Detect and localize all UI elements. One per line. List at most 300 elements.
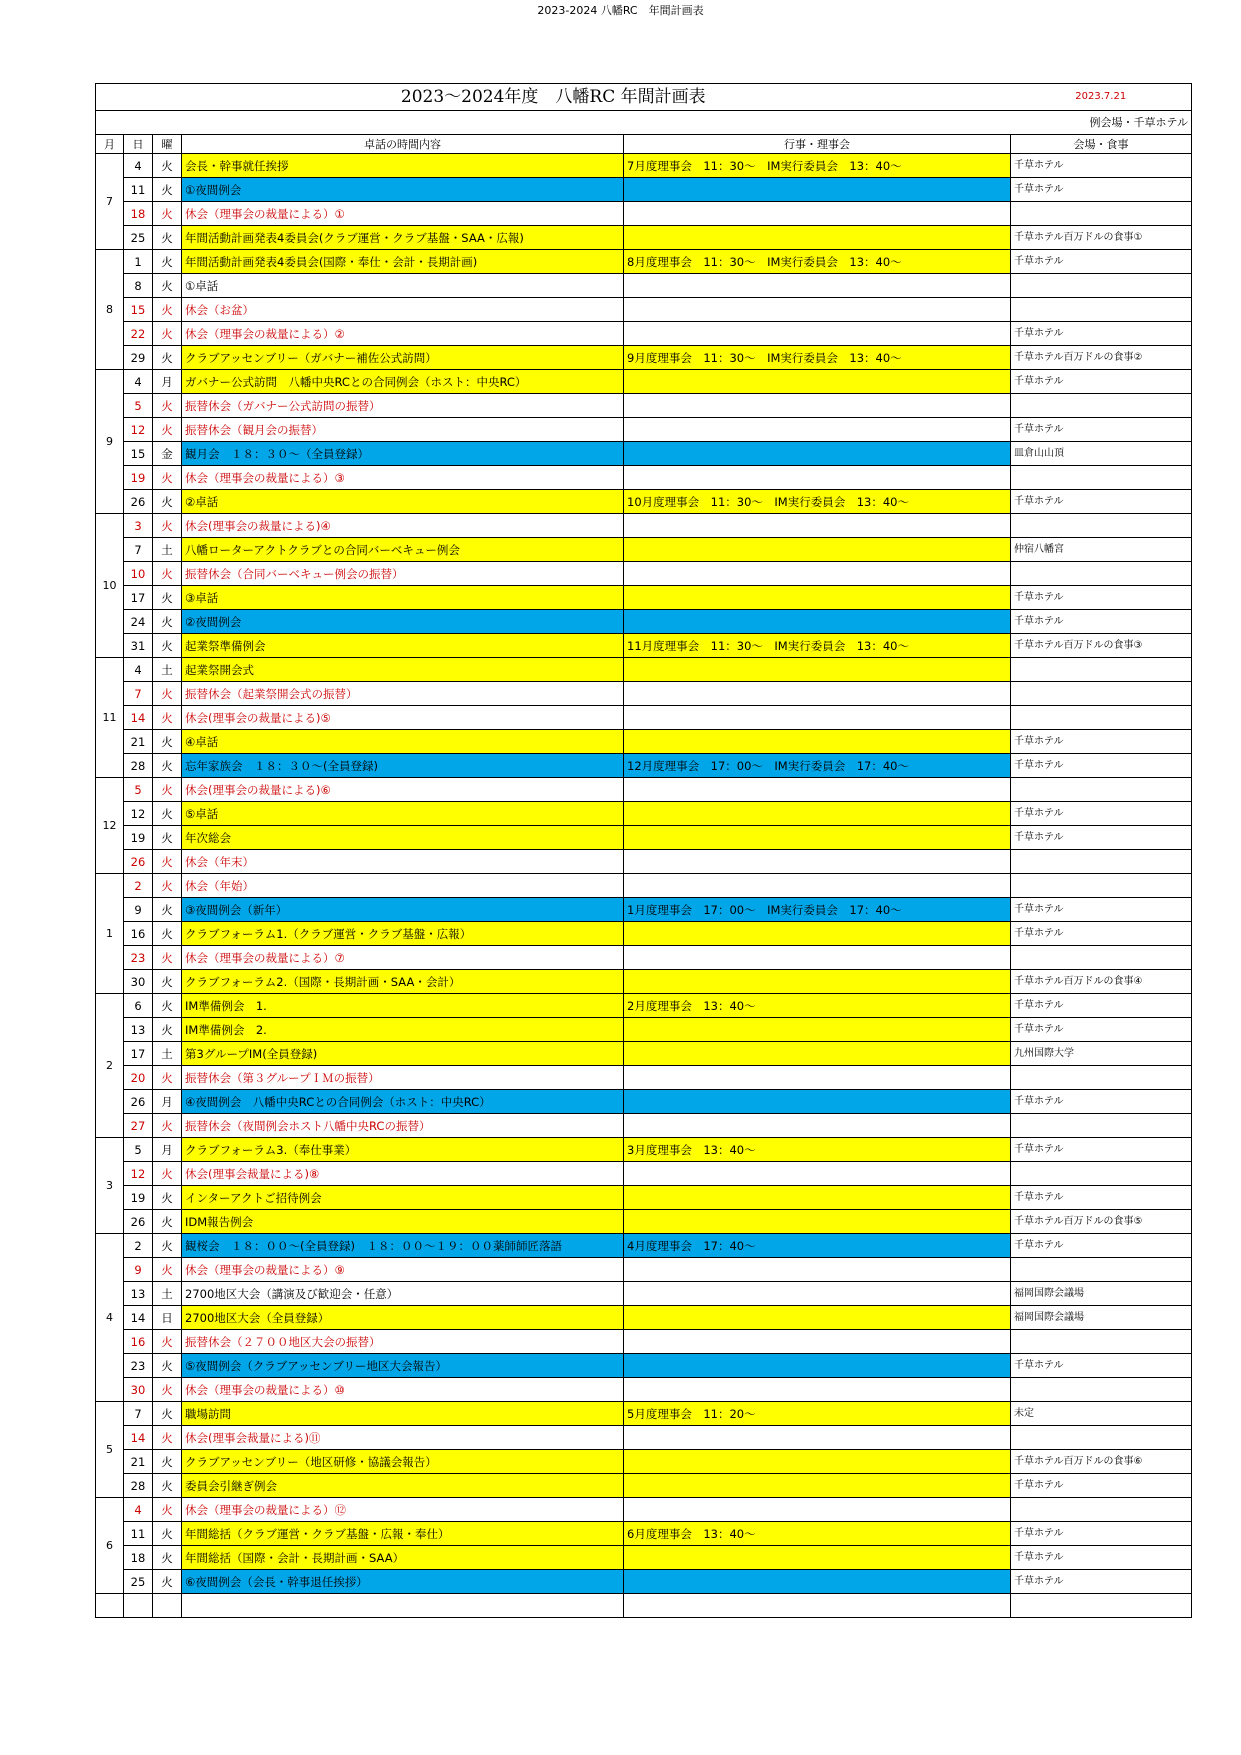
- table-row: [96, 754, 1192, 778]
- day-cell: 26: [124, 850, 153, 874]
- topic-cell: 休会(理事会裁量による)⑧: [182, 1162, 624, 1186]
- event-cell: 3月度理事会 13：40～: [624, 1138, 1011, 1162]
- event-cell: 1月度理事会 17：00～ IM実行委員会 17：40～: [624, 898, 1011, 922]
- weekday-cell: 火: [153, 922, 182, 946]
- table-row: [96, 1066, 1192, 1090]
- topic-cell: ①卓話: [182, 274, 624, 298]
- event-cell: [624, 1426, 1011, 1450]
- venue-cell: 千草ホテル: [1011, 370, 1192, 394]
- weekday-cell: 火: [153, 1570, 182, 1594]
- venue-cell: 千草ホテル百万ドルの食事②: [1011, 346, 1192, 370]
- topic-cell: 年間活動計画発表4委員会(クラブ運営・クラブ基盤・SAA・広報): [182, 226, 624, 250]
- weekday-cell: 火: [153, 802, 182, 826]
- topic-cell: 休会（理事会の裁量による）⑨: [182, 1258, 624, 1282]
- weekday-cell: 火: [153, 1522, 182, 1546]
- weekday-cell: 火: [153, 154, 182, 178]
- event-cell: [624, 1546, 1011, 1570]
- venue-cell: [1011, 682, 1192, 706]
- day-cell: 25: [124, 226, 153, 250]
- venue-cell: 千草ホテル: [1011, 898, 1192, 922]
- weekday-cell: 火: [153, 970, 182, 994]
- event-cell: [624, 1210, 1011, 1234]
- table-row: [96, 898, 1192, 922]
- event-cell: [624, 850, 1011, 874]
- weekday-cell: 火: [153, 202, 182, 226]
- event-cell: 10月度理事会 11：30～ IM実行委員会 13：40～: [624, 490, 1011, 514]
- table-row: [96, 418, 1192, 442]
- month-cell: 11: [96, 658, 124, 778]
- topic-cell: 観桜会 １８：００～(全員登録) １８：００～１９：００薬師師匠落語: [182, 1234, 624, 1258]
- topic-cell: 八幡ローターアクトクラブとの合同バーベキュー例会: [182, 538, 624, 562]
- weekday-cell: 火: [153, 1546, 182, 1570]
- weekday-cell: 火: [153, 1450, 182, 1474]
- weekday-cell: 火: [153, 226, 182, 250]
- day-cell: 4: [124, 658, 153, 682]
- weekday-cell: 月: [153, 1138, 182, 1162]
- table-row: [96, 802, 1192, 826]
- event-cell: [624, 466, 1011, 490]
- day-cell: 12: [124, 802, 153, 826]
- event-cell: [624, 706, 1011, 730]
- document-date: 2023.7.21: [1011, 84, 1192, 111]
- event-cell: 4月度理事会 17：40～: [624, 1234, 1011, 1258]
- day-cell: 19: [124, 466, 153, 490]
- venue-cell: 千草ホテル: [1011, 1474, 1192, 1498]
- topic-cell: 振替休会（第３グループＩＭの振替）: [182, 1066, 624, 1090]
- venue-note-row: [96, 111, 1192, 135]
- day-cell: 28: [124, 754, 153, 778]
- table-row: [96, 1162, 1192, 1186]
- table-row: [96, 274, 1192, 298]
- weekday-cell: 火: [153, 898, 182, 922]
- topic-cell: 休会（理事会の裁量による）①: [182, 202, 624, 226]
- topic-cell: 観月会 １８：３０～（全員登録）: [182, 442, 624, 466]
- table-row: [96, 1426, 1192, 1450]
- day-cell: 13: [124, 1282, 153, 1306]
- venue-cell: [1011, 394, 1192, 418]
- event-cell: [624, 586, 1011, 610]
- table-row: [96, 1234, 1192, 1258]
- event-cell: [624, 826, 1011, 850]
- topic-cell: 休会（理事会の裁量による）⑩: [182, 1378, 624, 1402]
- topic-cell: 2700地区大会（講演及び歓迎会・任意）: [182, 1282, 624, 1306]
- venue-cell: 千草ホテル: [1011, 802, 1192, 826]
- weekday-cell: 火: [153, 562, 182, 586]
- weekday-cell: 火: [153, 274, 182, 298]
- topic-cell: 振替休会（観月会の振替）: [182, 418, 624, 442]
- weekday-cell: 金: [153, 442, 182, 466]
- event-cell: [624, 1018, 1011, 1042]
- weekday-cell: 火: [153, 634, 182, 658]
- event-cell: 5月度理事会 11：20～: [624, 1402, 1011, 1426]
- table-row: [96, 706, 1192, 730]
- event-cell: [624, 322, 1011, 346]
- empty-cell: [182, 1594, 624, 1618]
- table-row: [96, 946, 1192, 970]
- day-cell: 27: [124, 1114, 153, 1138]
- table-row: [96, 1186, 1192, 1210]
- venue-cell: [1011, 946, 1192, 970]
- venue-cell: 千草ホテル: [1011, 1186, 1192, 1210]
- event-cell: [624, 1354, 1011, 1378]
- venue-cell: 九州国際大学: [1011, 1042, 1192, 1066]
- day-cell: 15: [124, 298, 153, 322]
- topic-cell: インターアクトご招待例会: [182, 1186, 624, 1210]
- venue-cell: [1011, 1258, 1192, 1282]
- event-cell: [624, 658, 1011, 682]
- venue-cell: 千草ホテル百万ドルの食事⑤: [1011, 1210, 1192, 1234]
- event-cell: [624, 682, 1011, 706]
- table-row: [96, 826, 1192, 850]
- event-cell: [624, 1282, 1011, 1306]
- day-cell: 12: [124, 418, 153, 442]
- event-cell: 7月度理事会 11：30～ IM実行委員会 13：40～: [624, 154, 1011, 178]
- empty-cell: [124, 1594, 153, 1618]
- weekday-cell: 火: [153, 994, 182, 1018]
- weekday-cell: 火: [153, 1330, 182, 1354]
- weekday-cell: 火: [153, 1162, 182, 1186]
- weekday-cell: 火: [153, 466, 182, 490]
- table-row: [96, 562, 1192, 586]
- table-row: [96, 1522, 1192, 1546]
- venue-cell: [1011, 1426, 1192, 1450]
- day-cell: 2: [124, 874, 153, 898]
- event-cell: [624, 1306, 1011, 1330]
- venue-cell: [1011, 1162, 1192, 1186]
- venue-cell: 千草ホテル: [1011, 1090, 1192, 1114]
- topic-cell: 振替休会（合同バーベキュー例会の振替）: [182, 562, 624, 586]
- weekday-cell: 火: [153, 1114, 182, 1138]
- venue-cell: 千草ホテル: [1011, 1018, 1192, 1042]
- day-cell: 21: [124, 1450, 153, 1474]
- venue-cell: [1011, 778, 1192, 802]
- event-cell: [624, 778, 1011, 802]
- table-row: [96, 874, 1192, 898]
- day-cell: 14: [124, 1306, 153, 1330]
- venue-cell: 千草ホテル百万ドルの食事①: [1011, 226, 1192, 250]
- venue-cell: 千草ホテル: [1011, 730, 1192, 754]
- day-cell: 29: [124, 346, 153, 370]
- topic-cell: 委員会引継ぎ例会: [182, 1474, 624, 1498]
- venue-cell: 千草ホテル: [1011, 1234, 1192, 1258]
- month-cell: 2: [96, 994, 124, 1138]
- day-cell: 21: [124, 730, 153, 754]
- topic-cell: 休会（年末）: [182, 850, 624, 874]
- event-cell: 12月度理事会 17：00～ IM実行委員会 17：40～: [624, 754, 1011, 778]
- day-cell: 19: [124, 826, 153, 850]
- table-row: [96, 322, 1192, 346]
- event-cell: [624, 226, 1011, 250]
- header-topic: 卓話の時間内容: [182, 135, 624, 154]
- event-cell: [624, 442, 1011, 466]
- event-cell: [624, 1114, 1011, 1138]
- venue-cell: [1011, 658, 1192, 682]
- venue-cell: 千草ホテル百万ドルの食事⑥: [1011, 1450, 1192, 1474]
- day-cell: 23: [124, 1354, 153, 1378]
- table-row: [96, 370, 1192, 394]
- weekday-cell: 火: [153, 1498, 182, 1522]
- topic-cell: クラブフォーラム3.（奉仕事業）: [182, 1138, 624, 1162]
- table-row: [96, 1210, 1192, 1234]
- day-cell: 11: [124, 178, 153, 202]
- weekday-cell: 火: [153, 778, 182, 802]
- weekday-cell: 火: [153, 826, 182, 850]
- topic-cell: 年間活動計画発表4委員会(国際・奉仕・会計・長期計画): [182, 250, 624, 274]
- table-row: [96, 850, 1192, 874]
- day-cell: 7: [124, 1402, 153, 1426]
- venue-cell: 千草ホテル: [1011, 994, 1192, 1018]
- venue-cell: 千草ホテル: [1011, 922, 1192, 946]
- table-row: [96, 490, 1192, 514]
- weekday-cell: 火: [153, 1474, 182, 1498]
- venue-cell: [1011, 1498, 1192, 1522]
- weekday-cell: 火: [153, 1426, 182, 1450]
- day-cell: 6: [124, 994, 153, 1018]
- weekday-cell: 火: [153, 946, 182, 970]
- table-row: [96, 970, 1192, 994]
- topic-cell: IM準備例会 2.: [182, 1018, 624, 1042]
- topic-cell: 振替休会（２７００地区大会の振替）: [182, 1330, 624, 1354]
- event-cell: [624, 274, 1011, 298]
- table-row: [96, 1474, 1192, 1498]
- day-cell: 14: [124, 706, 153, 730]
- topic-cell: 休会（理事会の裁量による）⑫: [182, 1498, 624, 1522]
- empty-cell: [96, 1594, 124, 1618]
- venue-cell: 皿倉山山頂: [1011, 442, 1192, 466]
- day-cell: 16: [124, 922, 153, 946]
- day-cell: 22: [124, 322, 153, 346]
- weekday-cell: 火: [153, 514, 182, 538]
- weekday-cell: 月: [153, 370, 182, 394]
- venue-note: 例会場・千草ホテル: [96, 111, 1192, 135]
- weekday-cell: 火: [153, 706, 182, 730]
- day-cell: 11: [124, 1522, 153, 1546]
- venue-cell: 千草ホテル: [1011, 418, 1192, 442]
- month-cell: 7: [96, 154, 124, 250]
- topic-cell: 休会(理事会の裁量による)④: [182, 514, 624, 538]
- table-row: [96, 1402, 1192, 1426]
- table-row: [96, 1450, 1192, 1474]
- venue-cell: 未定: [1011, 1402, 1192, 1426]
- topic-cell: ③卓話: [182, 586, 624, 610]
- event-cell: [624, 1330, 1011, 1354]
- weekday-cell: 火: [153, 1018, 182, 1042]
- page-header: 2023-2024 八幡RC 年間計画表: [537, 4, 704, 17]
- topic-cell: 振替休会（夜間例会ホスト八幡中央RCの振替）: [182, 1114, 624, 1138]
- venue-cell: [1011, 298, 1192, 322]
- event-cell: [624, 1378, 1011, 1402]
- table-row: [96, 922, 1192, 946]
- weekday-cell: 火: [153, 1210, 182, 1234]
- topic-cell: 休会（年始）: [182, 874, 624, 898]
- topic-cell: クラブアッセンブリー（ガバナー補佐公式訪問）: [182, 346, 624, 370]
- month-cell: 10: [96, 514, 124, 658]
- venue-cell: 千草ホテル: [1011, 586, 1192, 610]
- topic-cell: クラブフォーラム1.（クラブ運営・クラブ基盤・広報）: [182, 922, 624, 946]
- table-row: [96, 778, 1192, 802]
- venue-cell: [1011, 1378, 1192, 1402]
- table-row: [96, 202, 1192, 226]
- empty-cell: [624, 1594, 1011, 1618]
- table-row: [96, 1354, 1192, 1378]
- event-cell: [624, 538, 1011, 562]
- day-cell: 17: [124, 1042, 153, 1066]
- topic-cell: 休会（理事会の裁量による）③: [182, 466, 624, 490]
- topic-cell: 忘年家族会 １８：３０～(全員登録): [182, 754, 624, 778]
- weekday-cell: 土: [153, 1282, 182, 1306]
- topic-cell: 年次総会: [182, 826, 624, 850]
- venue-cell: [1011, 1066, 1192, 1090]
- topic-cell: ⑤夜間例会（クラブアッセンブリー地区大会報告）: [182, 1354, 624, 1378]
- empty-cell: [153, 1594, 182, 1618]
- event-cell: [624, 970, 1011, 994]
- table-row: [96, 442, 1192, 466]
- weekday-cell: 火: [153, 322, 182, 346]
- day-cell: 8: [124, 274, 153, 298]
- weekday-cell: 土: [153, 1042, 182, 1066]
- venue-cell: 千草ホテル: [1011, 178, 1192, 202]
- venue-cell: [1011, 202, 1192, 226]
- month-cell: 9: [96, 370, 124, 514]
- empty-cell: [1011, 1594, 1192, 1618]
- venue-cell: 福岡国際会議場: [1011, 1306, 1192, 1330]
- day-cell: 18: [124, 202, 153, 226]
- weekday-cell: 火: [153, 874, 182, 898]
- venue-cell: [1011, 466, 1192, 490]
- venue-cell: [1011, 874, 1192, 898]
- weekday-cell: 火: [153, 610, 182, 634]
- weekday-cell: 火: [153, 178, 182, 202]
- event-cell: [624, 922, 1011, 946]
- day-cell: 13: [124, 1018, 153, 1042]
- month-cell: 3: [96, 1138, 124, 1234]
- table-row: [96, 1042, 1192, 1066]
- venue-cell: [1011, 1330, 1192, 1354]
- weekday-cell: 火: [153, 682, 182, 706]
- venue-cell: 千草ホテル: [1011, 610, 1192, 634]
- topic-cell: ⑤卓話: [182, 802, 624, 826]
- event-cell: [624, 1474, 1011, 1498]
- day-cell: 24: [124, 610, 153, 634]
- event-cell: [624, 1498, 1011, 1522]
- weekday-cell: 火: [153, 298, 182, 322]
- event-cell: [624, 298, 1011, 322]
- topic-cell: 休会（理事会の裁量による）②: [182, 322, 624, 346]
- topic-cell: ②卓話: [182, 490, 624, 514]
- document-title: 2023～2024年度 八幡RC 年間計画表: [96, 84, 1011, 111]
- table-row: [96, 514, 1192, 538]
- day-cell: 19: [124, 1186, 153, 1210]
- table-row: [96, 658, 1192, 682]
- weekday-cell: 火: [153, 346, 182, 370]
- table-row: [96, 730, 1192, 754]
- event-cell: [624, 1258, 1011, 1282]
- empty-row: [96, 1594, 1192, 1618]
- topic-cell: 起業祭開会式: [182, 658, 624, 682]
- weekday-cell: 火: [153, 1354, 182, 1378]
- table-row: [96, 250, 1192, 274]
- weekday-cell: 火: [153, 490, 182, 514]
- day-cell: 4: [124, 1498, 153, 1522]
- venue-cell: 福岡国際会議場: [1011, 1282, 1192, 1306]
- topic-cell: IM準備例会 1.: [182, 994, 624, 1018]
- venue-cell: 千草ホテル: [1011, 826, 1192, 850]
- header-month: 月: [96, 135, 124, 154]
- event-cell: [624, 370, 1011, 394]
- table-row: [96, 1114, 1192, 1138]
- venue-cell: [1011, 562, 1192, 586]
- event-cell: [624, 514, 1011, 538]
- event-cell: [624, 946, 1011, 970]
- table-row: [96, 586, 1192, 610]
- day-cell: 4: [124, 154, 153, 178]
- event-cell: [624, 202, 1011, 226]
- topic-cell: ③夜間例会（新年）: [182, 898, 624, 922]
- day-cell: 30: [124, 970, 153, 994]
- table-row: [96, 538, 1192, 562]
- weekday-cell: 火: [153, 418, 182, 442]
- table-row: [96, 634, 1192, 658]
- event-cell: [624, 1186, 1011, 1210]
- table-row: [96, 1018, 1192, 1042]
- topic-cell: 年間総括（クラブ運営・クラブ基盤・広報・奉仕）: [182, 1522, 624, 1546]
- topic-cell: 振替休会（起業祭開会式の振替）: [182, 682, 624, 706]
- event-cell: [624, 610, 1011, 634]
- header-row: [96, 135, 1192, 154]
- venue-cell: 千草ホテル百万ドルの食事③: [1011, 634, 1192, 658]
- table-row: [96, 226, 1192, 250]
- weekday-cell: 火: [153, 394, 182, 418]
- venue-cell: 千草ホテル: [1011, 250, 1192, 274]
- weekday-cell: 月: [153, 1090, 182, 1114]
- table-row: [96, 1090, 1192, 1114]
- event-cell: [624, 1570, 1011, 1594]
- weekday-cell: 火: [153, 250, 182, 274]
- table-row: [96, 394, 1192, 418]
- event-cell: [624, 1450, 1011, 1474]
- topic-cell: 休会(理事会裁量による)⑪: [182, 1426, 624, 1450]
- day-cell: 15: [124, 442, 153, 466]
- venue-cell: 千草ホテル: [1011, 1546, 1192, 1570]
- event-cell: 2月度理事会 13：40～: [624, 994, 1011, 1018]
- table-row: [96, 1306, 1192, 1330]
- table-row: [96, 154, 1192, 178]
- header-dow: 曜: [153, 135, 182, 154]
- venue-cell: [1011, 850, 1192, 874]
- day-cell: 25: [124, 1570, 153, 1594]
- venue-cell: 千草ホテル: [1011, 322, 1192, 346]
- event-cell: [624, 178, 1011, 202]
- venue-cell: 千草ホテル: [1011, 1354, 1192, 1378]
- day-cell: 9: [124, 1258, 153, 1282]
- topic-cell: 会長・幹事就任挨拶: [182, 154, 624, 178]
- venue-cell: 千草ホテル: [1011, 1522, 1192, 1546]
- topic-cell: ④卓話: [182, 730, 624, 754]
- day-cell: 1: [124, 250, 153, 274]
- day-cell: 26: [124, 1210, 153, 1234]
- weekday-cell: 火: [153, 1186, 182, 1210]
- event-cell: [624, 394, 1011, 418]
- venue-cell: [1011, 274, 1192, 298]
- day-cell: 2: [124, 1234, 153, 1258]
- topic-cell: ①夜間例会: [182, 178, 624, 202]
- topic-cell: 休会（お盆）: [182, 298, 624, 322]
- header-event: 行事・理事会: [624, 135, 1011, 154]
- topic-cell: 休会（理事会の裁量による）⑦: [182, 946, 624, 970]
- topic-cell: 職場訪問: [182, 1402, 624, 1426]
- venue-cell: 千草ホテル百万ドルの食事④: [1011, 970, 1192, 994]
- table-row: [96, 298, 1192, 322]
